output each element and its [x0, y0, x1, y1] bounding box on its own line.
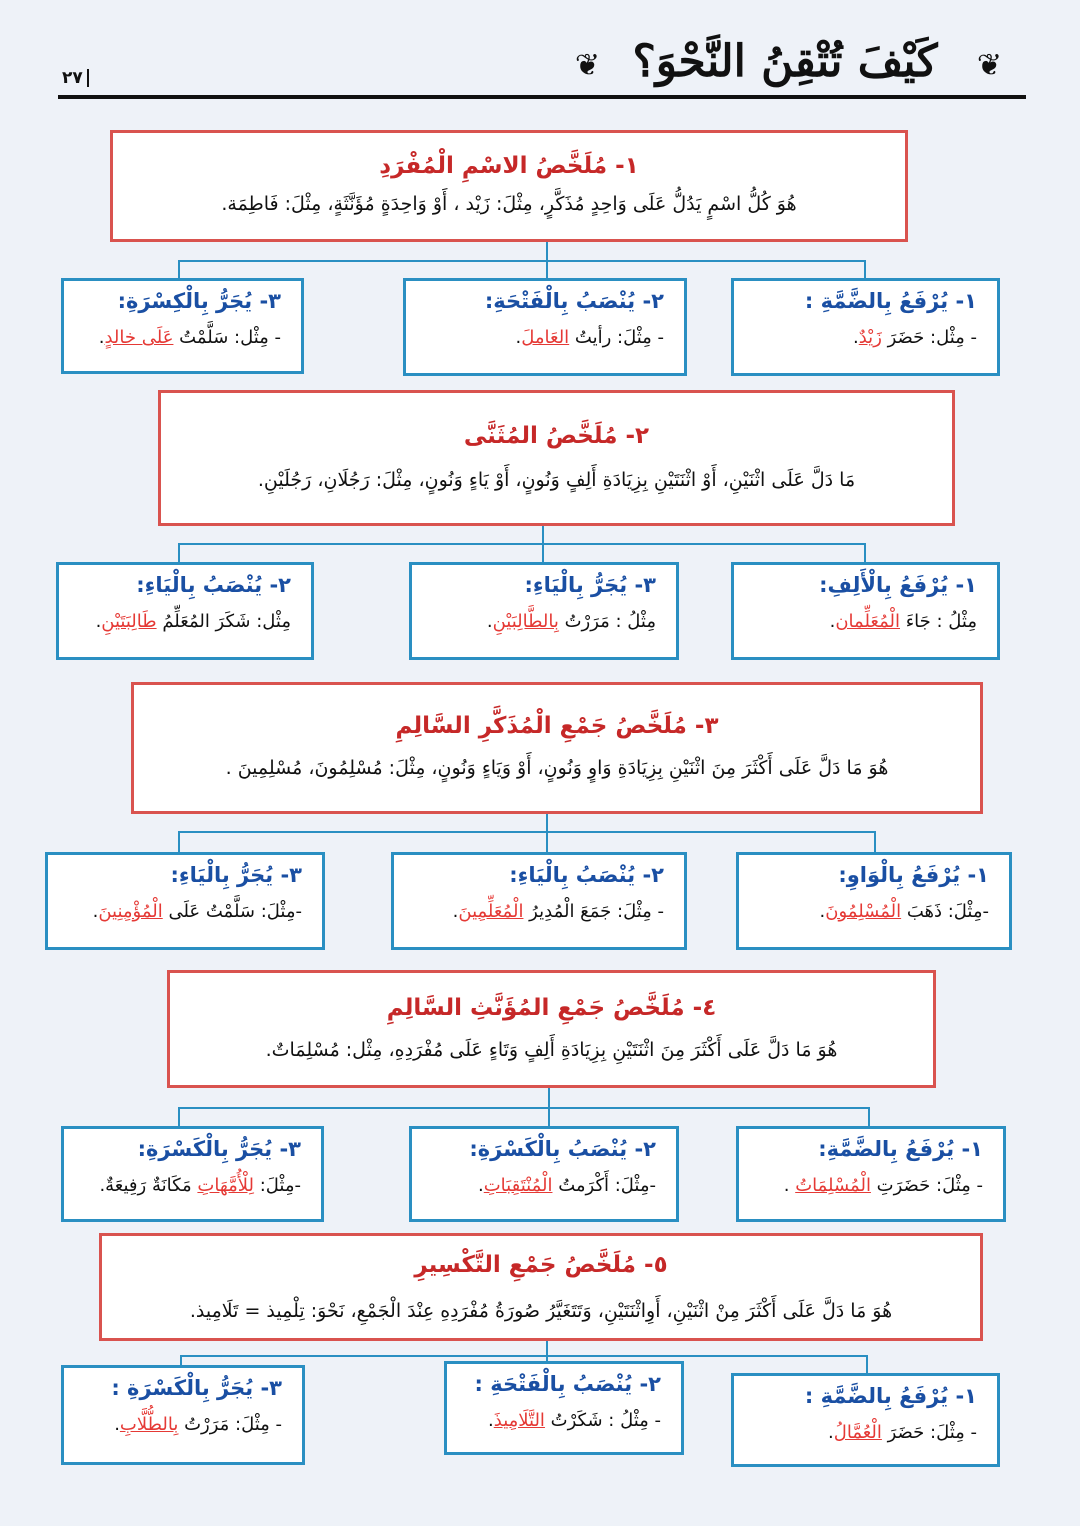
example-text: . [488, 1410, 494, 1431]
case-example [68, 901, 302, 922]
example-highlighted-word: بِالطُّلَّابِ [119, 1414, 179, 1435]
example-text: . [95, 611, 102, 632]
page-number-divider [87, 69, 89, 87]
case-example [432, 1175, 656, 1196]
example-text: -مِثْلَ: ذَهَبَ [901, 901, 989, 922]
case-title: ٢- يُنْصَبُ بِالْفَتْحَةِ : [474, 1372, 661, 1396]
case-box-accusative [409, 1126, 679, 1222]
connector [178, 1107, 870, 1109]
case-title: ١- يُرْفَعُ بِالضَّمَّةِ : [804, 1384, 977, 1408]
case-example [79, 611, 291, 632]
case-example [467, 1410, 661, 1431]
connector [864, 260, 866, 278]
summary-title: ٢- مُلَخَّصُ المُثَنَّى [463, 423, 650, 449]
case-box-genitive [409, 562, 679, 660]
example-highlighted-word: الْمُعَلِّمِينَ [458, 901, 524, 922]
connector [178, 543, 866, 545]
summary-box-singular [110, 130, 908, 242]
example-text: مِثْلُ : مَرَرْتُ [558, 611, 656, 632]
example-highlighted-word: الْعُمَّالُ [833, 1422, 882, 1443]
connector [868, 1107, 870, 1126]
case-title: ٣- يُجَرُّ بِالْكَسْرَةِ : [111, 1376, 282, 1400]
case-title: ٢- يُنْصَبُ بِالْفَتْحَةِ: [484, 289, 664, 313]
example-highlighted-word: لِلْأُمَّهَاتِ [197, 1175, 254, 1196]
case-title: ١- يُرْفَعُ بِالْأَلِفِ: [819, 573, 977, 597]
connector [180, 1355, 182, 1365]
case-box-nominative [736, 1126, 1006, 1222]
example-text: -مِثْلَ: [254, 1175, 301, 1196]
example-text: . [478, 1175, 484, 1196]
example-text: - مِثْلُ : شَكَرْتُ [544, 1410, 661, 1431]
summary-title: ٣- مُلَخَّصُ جَمْعِ الْمُذَكَّرِ السَّالِمِ [395, 713, 719, 739]
case-box-genitive [61, 1126, 324, 1222]
example-highlighted-word: طَالِبَتَيْنِ [101, 611, 157, 632]
case-box-accusative [444, 1361, 684, 1455]
case-title: ١- يُرْفَعُ بِالْوَاوِ: [838, 863, 989, 887]
connector [178, 543, 180, 562]
case-example [432, 611, 656, 632]
example-text: مِثْل: شَكَرَ المُعَلِّمُ [156, 611, 291, 632]
case-example [84, 327, 281, 348]
summary-box-masculine-plural [131, 682, 983, 814]
example-text: - مِثْلَ: جَمَعَ الْمُدِيرُ [523, 901, 664, 922]
case-title: ٣- يُجَرُّ بِالْكِسْرَةِ: [117, 289, 281, 313]
case-title: ٢- يُنْصَبُ بِالْيَاءِ: [136, 573, 291, 597]
summary-definition: هُوَ كُلُّ اسْمٍ يَدُلُّ عَلَى وَاحِدٍ مُذَكَّرٍ، مِثْلَ: زَيْد ، أَوْ وَاحِدَةٍ مُؤَنَّثَةٍ، مِثْلَ: فَاطِمَة. [221, 193, 797, 215]
summary-title: ١- مُلَخَّصُ الاسْمِ الْمُفْرَدِ [379, 153, 639, 179]
connector [546, 1341, 548, 1361]
case-example [426, 327, 664, 348]
example-highlighted-word: عَلَى خالدٍ [104, 327, 174, 348]
case-title: ٣- يُجَرُّ بِالْيَاءِ: [170, 863, 302, 887]
example-text: . [783, 1175, 796, 1196]
example-highlighted-word: الْمُعَلِّمان [835, 611, 900, 632]
case-title: ١- يُرْفَعُ بِالضَّمَّةِ: [818, 1137, 983, 1161]
connector [178, 831, 180, 852]
example-text: . [114, 1414, 120, 1435]
example-text: - مِثْلَ: حَضَرَتِ [870, 1175, 983, 1196]
example-highlighted-word: التَّلَامِيذَ [493, 1410, 545, 1431]
case-example [84, 1175, 301, 1196]
case-example [754, 327, 977, 348]
example-text: - مِثْل: سَلَّمْتُ [173, 327, 281, 348]
example-text: . [515, 327, 522, 348]
example-text: - مِثْلَ: مَرَرْتُ [178, 1414, 282, 1435]
example-highlighted-word: بِالطَّالِبَيْنِ [492, 611, 559, 632]
summary-title: ٤- مُلَخَّصُ جَمْعِ المُؤَنَّثِ السَّالِمِ [386, 995, 717, 1021]
example-text: مَكَانَةٌ رَفِيعَةٌ. [99, 1175, 198, 1196]
example-highlighted-word: الْمُسْلِمُونَ [825, 901, 902, 922]
connector [178, 831, 876, 833]
example-text: -مِثْلَ: سَلَّمْتُ عَلَى [162, 901, 302, 922]
summary-box-broken-plural [99, 1233, 983, 1341]
case-box-nominative [731, 1373, 1000, 1467]
example-text: . [486, 611, 493, 632]
connector [864, 543, 866, 562]
case-example [414, 901, 664, 922]
connector [178, 260, 180, 278]
header-ornament-left: ❦ [574, 48, 600, 83]
connector [178, 260, 866, 262]
example-text: . [98, 327, 105, 348]
page-number-value: ٢٧ [62, 68, 83, 88]
example-text: . [92, 901, 99, 922]
summary-title: ٥- مُلَخَّصُ جَمْعِ التَّكْسِيرِ [414, 1252, 668, 1278]
example-highlighted-word: الْمُؤْمِنِينَ [98, 901, 163, 922]
summary-box-feminine-plural [167, 970, 936, 1088]
connector [866, 1355, 868, 1373]
case-example [754, 1422, 977, 1443]
summary-definition: هُوَ مَا دَلَّ عَلَى أَكْثَرَ مِنَ اثْنَتَيْنِ بِزِيَادَةِ أَلِفٍ وَتَاءٍ عَلَى مُفْرَدِهِ، مِثْل: مُسْلِمَاتٌ. [265, 1039, 838, 1061]
summary-definition: هُوَ مَا دَلَّ عَلَى أَكْثَرَ مِنَ اثْنَيْنِ بِزِيَادَةِ وَاوٍ وَنُونٍ، أَوْ وَيَاءٍ وَنُونٍ، مِثْلَ: مُسْلِمُونَ، مُسْلِمِينَ . [225, 757, 889, 779]
case-box-accusative [391, 852, 687, 950]
connector [180, 1355, 868, 1357]
example-highlighted-word: الْمُسْلِمَاتُ [795, 1175, 871, 1196]
example-text: . [452, 901, 459, 922]
summary-definition: مَا دَلَّ عَلَى اثْنَيْنِ، أَوْ اثْنَتَيْنِ بِزِيَادَةِ أَلِفٍ وَنُونٍ، أَوْ يَاءٍ وَنُونٍ، مِثْلَ: رَجُلَانِ، رَجُلَيْنِ. [257, 469, 856, 491]
example-text: . [828, 1422, 834, 1443]
example-highlighted-word: العَاملَ [521, 327, 570, 348]
case-box-accusative [56, 562, 314, 660]
case-box-genitive [45, 852, 325, 950]
case-title: ٢- يُنْصَبُ بِالْيَاءِ: [509, 863, 664, 887]
case-box-nominative [731, 562, 1000, 660]
connector [178, 1107, 180, 1126]
example-text: -مِثْلَ: أَكْرَمتُ [552, 1175, 656, 1196]
case-example [754, 611, 977, 632]
header-rule [58, 95, 1026, 99]
case-title: ١- يُرْفَعُ بِالضَّمَّةِ : [804, 289, 977, 313]
page-number [62, 68, 89, 88]
example-text: - مِثْلَ: رأيتُ [569, 327, 664, 348]
case-example [759, 1175, 983, 1196]
summary-definition: هُوَ مَا دَلَّ عَلَى أَكْثَرَ مِنْ اثْنَيْنِ، أَوِاثْنَتَيْنِ، وَتَتَغَيَّرُ صُورَةُ مُفْرَدِهِ عِنْدَ الْجَمْعِ، نَحْوَ: تِلْمِيذ = تَلَامِيذ. [189, 1300, 893, 1322]
case-box-genitive [61, 1365, 305, 1465]
case-box-nominative [731, 278, 1000, 376]
example-highlighted-word: الْمُنْتَقِبَاتِ [483, 1175, 553, 1196]
case-box-nominative [736, 852, 1012, 950]
case-example [759, 901, 989, 922]
example-text: مِثْلُ : جَاءَ [899, 611, 977, 632]
header-ornament-right: ❦ [976, 48, 1002, 83]
connector [546, 814, 548, 852]
case-title: ٣- يُجَرُّ بِالْيَاءِ: [524, 573, 656, 597]
connector [874, 831, 876, 852]
example-highlighted-word: زَيْدٌ [858, 327, 882, 348]
case-example [84, 1414, 282, 1435]
page-title: كَيْفَ تُتْقِنُ النَّحْوَ؟ [632, 36, 938, 87]
case-box-accusative [403, 278, 687, 376]
summary-box-dual [158, 390, 955, 526]
case-box-genitive [61, 278, 304, 374]
example-text: - مِثْل: حَضَرَ [881, 327, 977, 348]
example-text: . [819, 901, 826, 922]
case-title: ٣- يُجَرُّ بِالْكَسْرَةِ: [137, 1137, 301, 1161]
case-title: ٢- يُنْصَبُ بِالْكَسْرَةِ: [469, 1137, 656, 1161]
example-text: . [853, 327, 859, 348]
example-text: . [829, 611, 836, 632]
example-text: - مِثْلَ: حَضَرَ [881, 1422, 977, 1443]
